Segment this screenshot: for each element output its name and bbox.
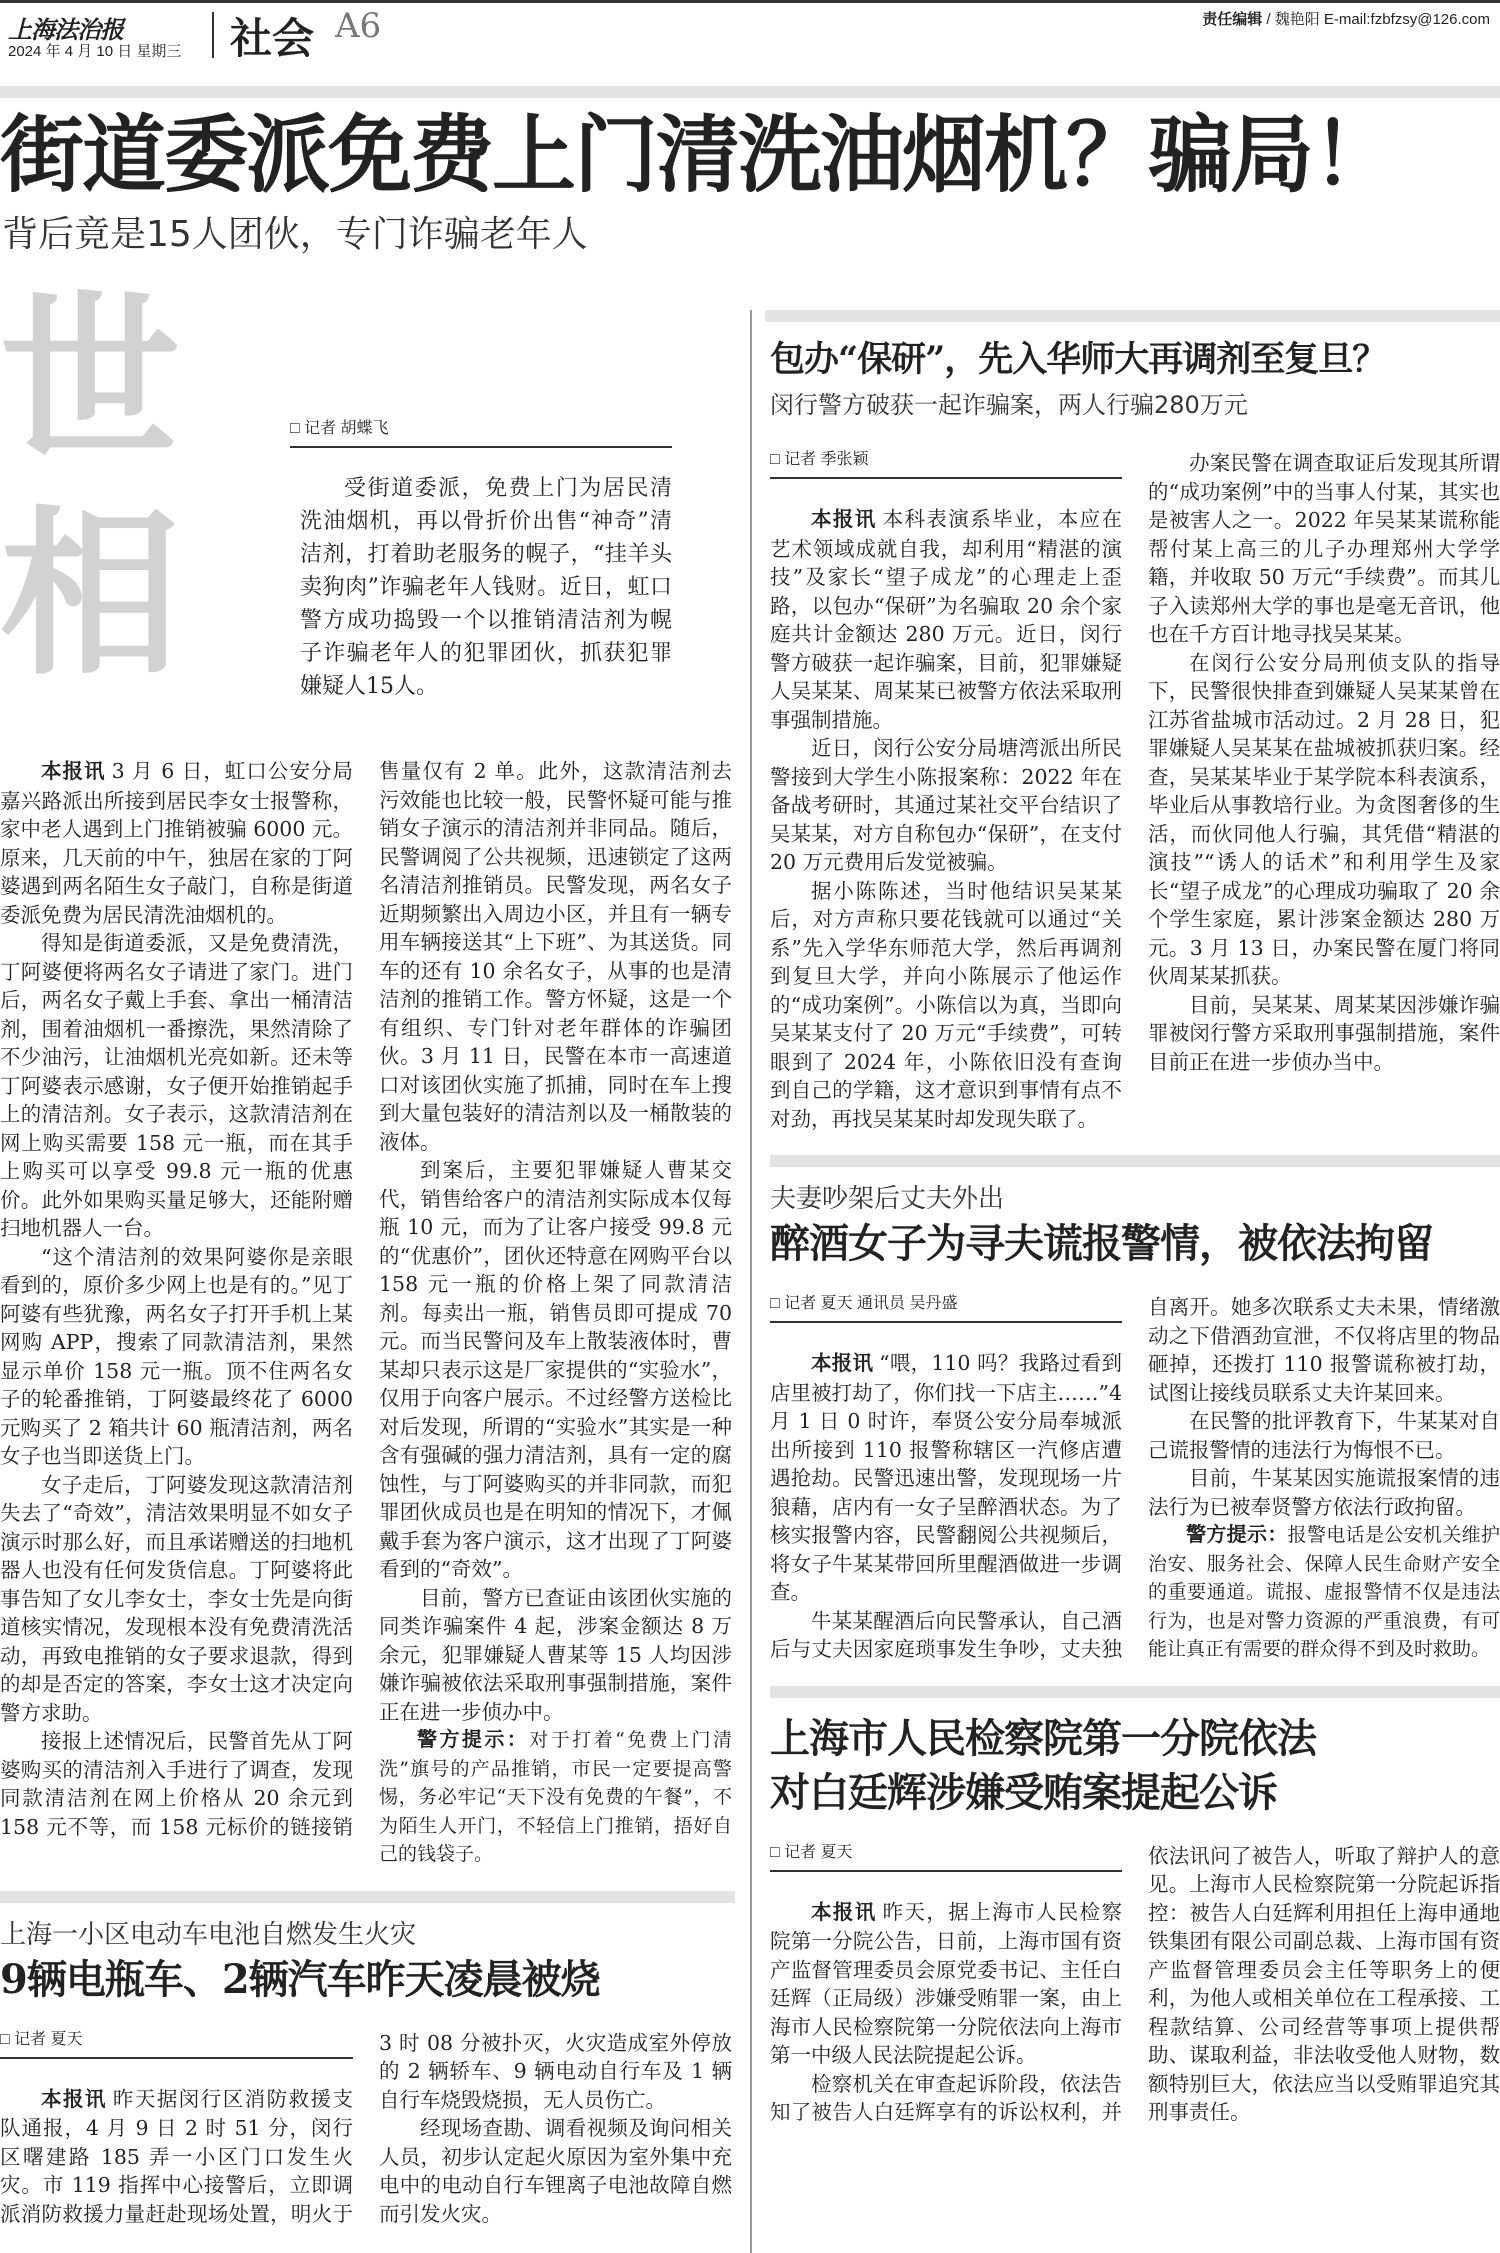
body-paragraph: 目前，吴某某、周某某因涉嫌诈骗罪被闵行警方采取刑事强制措施，案件目前正在进一步侦办当中。 xyxy=(1148,992,1500,1074)
procuratorate-headline-line2: 对白廷辉涉嫌受贿案提起公诉 xyxy=(770,1768,1277,1816)
dateline-tag: 本报讯 xyxy=(811,1900,877,1924)
procuratorate-band xyxy=(770,1686,1500,1698)
editor-credit xyxy=(1202,8,1490,29)
fire-byline: □ 记者 夏天 xyxy=(0,2029,353,2059)
body-paragraph: 经现场查勘、调看视频及询问相关人员，初步认定起火原因为室外集中充电中的电动自行车锂离子电池故障自燃而引发火灾。 xyxy=(379,2116,732,2226)
body-paragraph: 在民警的批评教育下，牛某某对自己谎报警情的违法行为悔恨不已。 xyxy=(1148,1409,1500,1462)
fire-band xyxy=(0,1891,735,1903)
baoyan-subhead: 闵行警方破获一起诈骗案，两人行骗280万元 xyxy=(770,391,1248,419)
left-column xyxy=(0,757,732,2228)
police-tip xyxy=(1148,1521,1500,1664)
masthead-divider xyxy=(212,12,214,58)
paragraph-text: 昨天据闵行区消防救援支队通报，4 月 9 日 2 时 51 分，闵行区曙建路 185 弄一小区门口发生火灾。市 119 指挥中心接警后，立即调派消防救援力量赶赴现场处置，明火于 3 时 08 分被扑灭，火灾造成室外停放的 2 辆轿车、9 辆电动自行车及 1 辆自行车烧毁烧损，无人员伤亡。 xyxy=(0,2030,732,2226)
body-paragraph: 办案民警在调查取证后发现其所谓的“成功案例”中的当事人付某，其实也是被害人之一。2022 年吴某某谎称能帮付某上高三的儿子办理郑州大学学籍，并收取 50 万元“手续费”。而其儿子入读郑州大学的事也是毫无音讯，他也在千方百计地寻找吴某某。 xyxy=(1148,451,1500,646)
fire-body xyxy=(0,2029,732,2229)
drunk-band xyxy=(770,1155,1500,1167)
body-paragraph: 得知是街道委派，又是免费清洗，丁阿婆便将两名女子请进了家门。进门后，两名女子戴上手套、拿出一桶清洁剂，围着油烟机一番擦洗，果然清除了不少油污，让油烟机光亮如新。还未等丁阿婆表示感谢，女子便开始推销起手上的清洁剂。女子表示，这款清洁剂在网上购买需要 158 元一瓶，而在其手上购买可以享受 99.8 元一瓶的优惠价。此外如果购买量足够大，还能附赠扫地机器人一台。 xyxy=(0,931,353,1240)
body-paragraph xyxy=(770,1898,1122,2070)
paragraph-text: 本科表演系毕业，本应在艺术领域成就自我，却利用“精湛的演技”及家长“望子成龙”的心理走上歪路，以包办“保研”为名骗取 20 余个家庭共计金额达 280 万元。近日，闵行警方破获一起诈骗案，目前，犯罪嫌疑人吴某某、周某某已被警方依法采取刑事强制措施。 xyxy=(770,507,1123,732)
body-paragraph: 牛某某醒酒后向民警承认，自己酒后与丈夫因家庭琐事发生争吵，丈夫独自离开。她多次联系丈夫未果，情绪激动之下借酒劲宣泄，不仅将店里的物品砸掉，还拨打 110 报警谎称被打劫，试图让接线员联系丈夫许某回来。 xyxy=(770,1295,1500,1661)
drunk-kicker: 夫妻吵架后丈夫外出 xyxy=(770,1184,1005,1214)
body-paragraph: 在闵行公安分局刑侦支队的指导下，民警很快排查到嫌疑人吴某某曾在江苏省盐城市活动过。2 月 28 日，犯罪嫌疑人吴某某在盐城被抓获归案。经查，吴某某毕业于某学院本科表演系，毕业后从事教培行业。为贪图奢侈的生活，而伙同他人行骗，其凭借“精湛的演技”“诱人的话术”和利用学生及家长“望子成龙”的心理成功骗取了 20 余个学生家庭，累计涉案金额达 280 万元。3 月 13 日，办案民警在厦门将同伙周某某抓获。 xyxy=(1148,650,1500,988)
body-paragraph xyxy=(0,757,353,929)
newspaper-logo: 上海法治报 xyxy=(8,15,123,44)
lead-body xyxy=(0,757,732,1869)
body-paragraph: 目前，牛某某因实施谎报案情的违法行为已被奉贤警方依法行政拘留。 xyxy=(1148,1466,1500,1519)
procuratorate-body xyxy=(770,1842,1500,2127)
editor-name: / 魏艳阳 xyxy=(1266,11,1320,28)
column-mark-xiang: 相 xyxy=(0,489,181,700)
drunk-byline: □ 记者 夏天 通讯员 吴丹盛 xyxy=(770,1293,1122,1323)
right-column xyxy=(770,333,1500,2127)
section-name: 社会 xyxy=(230,14,315,63)
body-paragraph: 到案后，主要犯罪嫌疑人曹某交代，销售给客户的清洁剂实际成本仅每瓶 10 元，而为了让客户接受 99.8 元的“优惠价”，团伙还特意在网购平台以 158 元一瓶的价格上架了同款清洁剂。每卖出一瓶，销售员即可提成 70 元。而当民警问及车上散装液体时，曹某却只表示这是厂家提供的“实验水”，仅用于向客户展示。不过经警方送检比对后发现，所谓的“实验水”其实是一种含有强碱的强力清洁剂，具有一定的腐蚀性，与丁阿婆购买的并非同款，而犯罪团伙成员也是在明知的情况下，才佩戴手套为客户演示，这才出现了丁阿婆看到的“奇效”。 xyxy=(379,1158,732,1581)
baoyan-headline: 包办“保研”，先入华师大再调剂至复旦？ xyxy=(770,339,1387,380)
paragraph-text: “喂，110 吗？我路过看到店里被打劫了，你们找一下店主……”4 月 1 日 0 时许，奉贤公安分局奉城派出所接到 110 报警称辖区一汽修店遭遇抢劫。民警迅速出警，发现现场一片狼藉，店内有一女子呈醉酒状态。为了核实报警内容，民警翻阅公共视频后，将女子牛某某带回所里醒酒做进一步调查。 xyxy=(770,1351,1123,1604)
lead-byline: □ 记者 胡蝶飞 xyxy=(290,418,672,448)
fire-headline: 9辆电瓶车、2辆汽车昨天凌晨被烧 xyxy=(0,1955,600,2003)
lead-subhead: 背后竟是15人团伙，专门诈骗老年人 xyxy=(2,214,588,255)
fire-kicker: 上海一小区电动车电池自燃发生火灾 xyxy=(0,1919,417,1950)
body-paragraph: “这个清洁剂的效果阿婆你是亲眼看到的，原价多少网上也是有的。”见丁阿婆有些犹豫，两名女子打开手机上某网购 APP，搜索了同款清洁剂，果然显示单价 158 元一瓶。顶不住两名女子的轮番推销，丁阿婆最终花了 6000 元购买了 2 箱共计 60 瓶清洁剂，两名女子也当即送货上门。 xyxy=(0,1244,353,1468)
dateline-tag: 本报讯 xyxy=(811,1352,874,1375)
issue-date: 2024 年 4 月 10 日 星期三 xyxy=(8,43,182,60)
body-paragraph: 女子走后，丁阿婆发现这款清洁剂失去了“奇效”，清洁效果明显不如女子演示时那么好，而且承诺赠送的扫地机器人也没有任何发货信息。丁阿婆将此事告知了女儿李女士，李女士先是向街道核实情况，发现根本没有免费清洗活动，再致电推销的女子要求退款，得到的却是否定的答案，李女士这才决定向警方求助。 xyxy=(0,1472,353,1725)
tip-label: 警方提示： xyxy=(417,1729,530,1751)
drunk-headline: 醉酒女子为寻夫谎报警情，被依法拘留 xyxy=(770,1220,1433,1267)
baoyan-body xyxy=(770,449,1500,1133)
lead-headline: 街道委派免费上门清洗油烟机？骗局！ xyxy=(0,105,1395,204)
lead-paragraph: 受街道委派，免费上门为居民清洗油烟机，再以骨折价出售“神奇”清洁剂，打着助老服务的幌子，“挂羊头卖狗肉”诈骗老年人钱财。近日，虹口警方成功捣毁一个以推销清洁剂为幌子诈骗老年人的犯罪团伙，抓获犯罪嫌疑人15人。 xyxy=(300,476,672,699)
lead-summary xyxy=(300,472,672,703)
body-paragraph: 目前，警方已查证由该团伙实施的同类诈骗案件 4 起，涉案金额达 8 万余元，犯罪嫌疑人曹某等 15 人均因涉嫌诈骗被依法采取刑事强制措施，案件正在进一步侦办中。 xyxy=(379,1585,732,1724)
editor-email: E-mail:fzbfzsy@126.com xyxy=(1323,11,1490,28)
body-paragraph xyxy=(770,505,1122,734)
body-paragraph: 检察机关在审查起诉阶段，依法告知了被告人白廷辉享有的诉讼权利，并依法讯问了被告人，听取了辩护人的意见。上海市人民检察院第一分院起诉指控：被告人白廷辉利用担任上海申通地铁集团有限公司副总裁、上海市国有资产监督管理委员会主任等职务上的便利，为他人或相关单位在工程承接、工程款结算、公司经营等事项上提供帮助、谋取利益，非法收受他人财物，数额特别巨大，依法应当以受贿罪追究其刑事责任。 xyxy=(770,1843,1500,2124)
tip-text: 报警电话是公安机关维护治安、服务社会、保障人民生命财产安全的重要通道。谎报、虚报警情不仅是违法行为，也是对警力资源的严重浪费，有可能让真正有需要的群众得不到及时救助。 xyxy=(1148,1524,1500,1660)
column-divider xyxy=(750,310,752,2253)
top-rule xyxy=(0,0,1500,3)
paragraph-text: 昨天，据上海市人民检察院第一分院公告，日前，上海市国有资产监督管理委员会原党委书记、主任白廷辉（正局级）涉嫌受贿罪一案，由上海市人民检察院第一分院依法向上海市第一中级人民法院提起公诉。 xyxy=(770,1899,1123,2067)
column-mark-shi: 世 xyxy=(0,274,181,485)
dateline-tag: 本报讯 xyxy=(41,2087,107,2111)
police-tip xyxy=(379,1726,732,1869)
body-paragraph: 据小陈陈述，当时他结识吴某某后，对方声称只要花钱就可以通过“关系”先入学华东师范大学，然后再调剂到复旦大学，并向小陈展示了他运作的“成功案例”。小陈信以为真，当即向吴某某支付了 20 万元“手续费”，可转眼到了 2024 年，小陈依旧没有查询到自己的学籍，这才意识到事情有点不对劲，再找吴某某时却发现失联了。 xyxy=(770,878,1122,1131)
body-paragraph: 接报上述情况后，民警首先从丁阿婆购买的清洁剂入手进行了调查，发现同款清洁剂在网上价格从 20 余元到 158 元不等，而 158 元标价的链接销售量仅有 2 单。此外，这款清洁剂去污效能也比较一般，民警怀疑可能与推销女子演示的清洁剂并非同品。随后，民警调阅了公共视频，迅速锁定了这两名清洁剂推销员。民警发现，两名女子近期频繁出入周边小区，并且有一辆专用车辆接送其“上下班”、为其送货。同车的还有 10 余名女子，从事的也是清洁剂的推销工作。警方怀疑，这是一个有组织、专门针对老年群体的诈骗团伙。3 月 11 日，民警在本市一高速道口对该团伙实施了抓捕，同时在车上搜到大量包装好的清洁剂以及一桶散装的液体。 xyxy=(0,759,732,1839)
header-band xyxy=(0,86,1500,98)
tip-text: 对于打着“免费上门清洗”旗号的产品推销，市民一定要提高警惕，务必牢记“天下没有免费的午餐”，不为陌生人开门，不轻信上门推销，捂好自己的钱袋子。 xyxy=(379,1729,733,1865)
page-number: A6 xyxy=(335,6,382,46)
procuratorate-headline-line1: 上海市人民检察院第一分院依法 xyxy=(770,1714,1316,1762)
body-paragraph xyxy=(770,1349,1122,1607)
dateline-tag: 本报讯 xyxy=(811,508,877,531)
dateline-tag: 本报讯 xyxy=(41,760,106,783)
body-paragraph: 近日，闵行公安分局塘湾派出所民警接到大学生小陈报案称：2022 年在备战考研时，其通过某社交平台结识了吴某某，对方自称包办“保研”，在支付 20 万元费用后发觉被骗。 xyxy=(770,736,1122,874)
tip-label: 警方提示： xyxy=(1186,1524,1288,1546)
drunk-body xyxy=(770,1293,1500,1664)
paragraph-text: 3 月 6 日，虹口公安分局嘉兴路派出所接到居民李女士报警称，家中老人遇到上门推销被骗 6000 元。原来，几天前的中午，独居在家的丁阿婆遇到两名陌生女子敲门，自称是街道委派免费为居民清洗油烟机的。 xyxy=(0,759,353,927)
editor-label: 责任编辑 xyxy=(1202,11,1263,28)
baoyan-band xyxy=(765,310,1500,322)
baoyan-byline: □ 记者 季张颖 xyxy=(770,449,1122,479)
procuratorate-byline: □ 记者 夏天 xyxy=(770,1842,1122,1872)
